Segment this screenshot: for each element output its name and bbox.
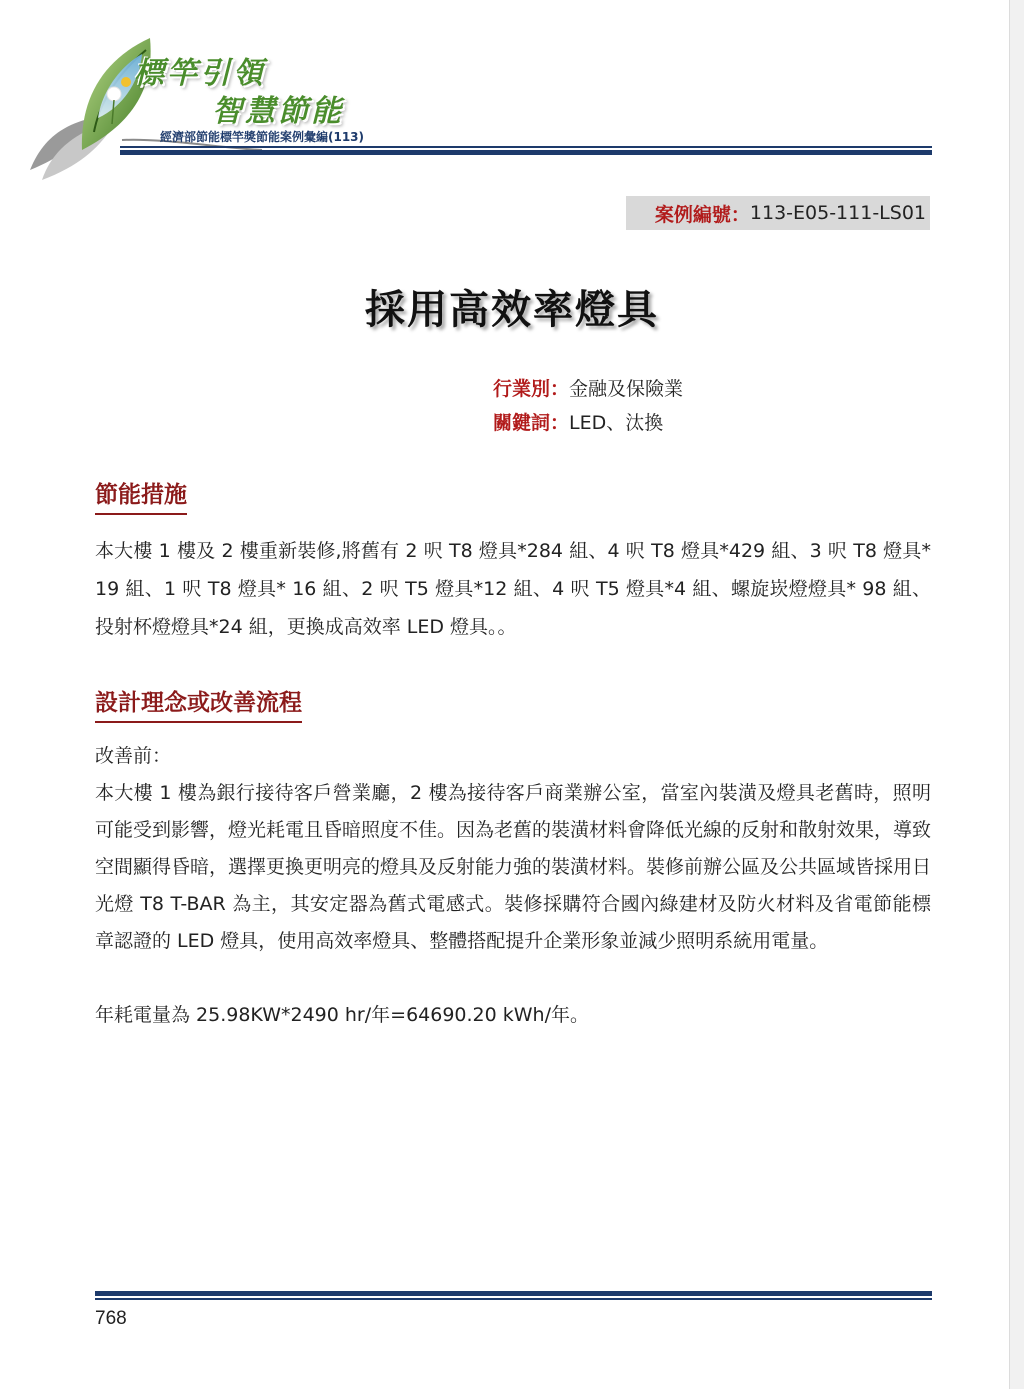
- industry-label: 行業別：: [493, 378, 570, 400]
- measures-paragraph: 本大樓 1 樓及 2 樓重新裝修,將舊有 2 呎 T8 燈具*284 組、4 呎 T8 燈具*429 組、3 呎 T8 燈具* 19 組、1 呎 T8 燈具* 16 組、2 呎 T5 燈具*12 組、4 呎 T5 燈具*4 組、螺旋崁燈燈具* 98 組、投射杯燈燈具*24 組，更換成高效率 LED 燈具。。: [95, 540, 931, 638]
- case-number-box: [626, 196, 930, 230]
- logo-slogan-line2: 智慧節能: [212, 94, 344, 129]
- page-title: 採用高效率燈具: [365, 287, 659, 333]
- logo-slogan-line1: 標竿引領: [134, 56, 266, 91]
- case-number-value: 113-E05-111-LS01: [749, 202, 926, 224]
- before-label: 改善前：: [95, 745, 172, 767]
- footer-divider-thin: [95, 1298, 932, 1300]
- header-divider-thin: [120, 146, 932, 148]
- design-paragraph: 本大樓 1 樓為銀行接待客戶營業廳，2 樓為接待客戶商業辦公室，當室內裝潢及燈具老舊時，照明可能受到影響，燈光耗電且昏暗照度不佳。因為老舊的裝潢材料會降低光線的反射和散射效果，導致空間顯得昏暗，選擇更換更明亮的燈具及反射能力強的裝潢材料。裝修前辦公區及公共區域皆採用日光燈 T8 T-BAR 為主，其安定器為舊式電感式。裝修採購符合國內綠建材及防火材料及省電節能標章認證的 LED 燈具，使用高效率燈具、整體搭配提升企業形象並減少照明系統用電量。: [95, 782, 932, 952]
- case-number-label: 案例編號：: [654, 203, 750, 226]
- header-divider-thick: [120, 150, 932, 155]
- energy-consumption-line: 年耗電量為 25.98KW*2490 hr/年=64690.20 kWh/年。: [95, 1004, 590, 1026]
- section-heading-measures: 節能措施: [95, 476, 187, 515]
- page-number: 768: [95, 1308, 127, 1329]
- industry-line: [493, 374, 683, 401]
- section-heading-design: 設計理念或改善流程: [95, 684, 302, 723]
- header-subtitle: 經濟部節能標竿獎節能案例彙編(113): [160, 130, 365, 144]
- page-edge: [1009, 0, 1024, 1389]
- keywords-value: LED、汰換: [569, 412, 664, 434]
- footer-divider-thick: [95, 1291, 932, 1296]
- keywords-line: [493, 408, 663, 435]
- industry-value: 金融及保險業: [569, 378, 684, 400]
- keywords-label: 關鍵詞：: [493, 412, 570, 434]
